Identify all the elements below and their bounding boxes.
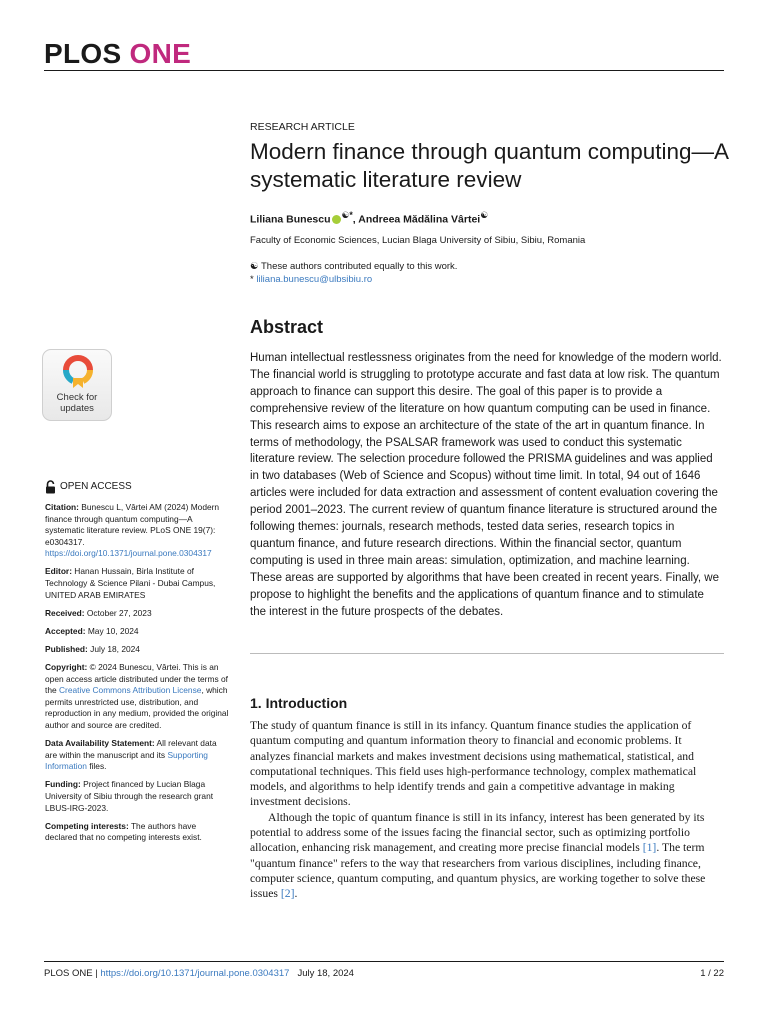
author-2-marks: ☯ xyxy=(480,210,489,220)
logo-one: ONE xyxy=(129,38,192,69)
page-number: 1 / 22 xyxy=(700,968,724,979)
cc-license-link[interactable]: Creative Commons Attribution License xyxy=(58,685,202,696)
equal-contribution-note: ☯ These authors contributed equally to this work. xyxy=(250,261,458,272)
footer-journal: PLOS ONE xyxy=(44,968,93,979)
intro-paragraph-1: The study of quantum finance is still in its infancy. Quantum finance studies the application of quantum computing and quantum information theory to financial and economic problems. It analyzes financial markets and makes investment decisions using mathematical, statistical, and computational techniques. This field uses high-performance technology, complex mathematical models, and algorithms to help identify trends and gain a competitive advantage in making investment decisions. xyxy=(250,719,697,809)
data-availability-block: Data Availability Statement: All relevant data are within the manuscript and its Supporting Information files. xyxy=(45,738,217,772)
author-2-name[interactable]: Andreea Mădălina Vârtei xyxy=(358,213,481,226)
logo-plos: PLOS xyxy=(44,38,122,69)
author-separator: , xyxy=(352,213,359,226)
section-divider xyxy=(250,653,724,654)
open-lock-icon xyxy=(45,480,56,494)
supporting-info-link[interactable]: Supporting Information xyxy=(45,749,208,772)
corresponding-email-link[interactable]: liliana.bunescu@ulbsibiu.ro xyxy=(256,274,373,285)
published-date: Published: July 18, 2024 xyxy=(45,643,140,654)
reference-link-2[interactable]: [2] xyxy=(280,887,295,901)
footer-doi-link[interactable]: https://doi.org/10.1371/journal.pone.0304317 xyxy=(100,968,290,979)
journal-logo[interactable] xyxy=(44,38,191,70)
citation-block: Citation: Bunescu L, Vârtei AM (2024) Modern finance through quantum computing—A systematic literature review. PLoS ONE 19(7): e0304317. https://doi.org/10.1371/journal.pone.0304317 xyxy=(45,502,220,559)
orcid-icon[interactable] xyxy=(332,215,341,224)
competing-interests-block: Competing interests: The authors have declared that no competing interests exist. xyxy=(45,820,202,843)
open-access-label xyxy=(45,480,230,494)
check-for-updates-badge[interactable] xyxy=(42,349,112,421)
check-updates-icon xyxy=(62,354,94,390)
article-info-sidebar xyxy=(45,480,230,850)
corresponding-email-note xyxy=(250,274,372,285)
check-updates-label: Check for updates xyxy=(56,392,98,414)
footer-date: July 18, 2024 xyxy=(297,968,354,979)
reference-link-1[interactable]: [1] xyxy=(642,841,657,855)
author-list xyxy=(250,210,488,226)
header-divider xyxy=(44,70,724,71)
author-1-name[interactable]: Liliana Bunescu xyxy=(250,213,331,226)
author-1-marks: ☯* xyxy=(341,210,353,220)
abstract-text: Human intellectual restlessness originates from the need for knowledge of the modern world. The financial world is struggling to prototype accurate and fast data at low risk. The quantum approach to finance can support this desire. The goal of this paper is to provide a comprehensive review of the literature on how quantum computing can be used in finance. This research aims to expose an architecture of the state of the art in quantum finance. In terms of methodology, the PSALSAR framework was used to conduct this systematic literature review. The selection procedure followed the PRISMA guidelines and was applied in two databases (Web of Science and Scopus) without time limit. In total, 94 out of 1646 articles were included for data extraction and assessment of content evaluation covering the period 2001–2023. The current review of quantum finance literature is structured around the following themes: journals, research methods, tested data series, research topics in quantum finance, and future research directions. Within the financial sector, quantum computing is used in three main areas: simulation, optimization, and machine learning. These areas are supported by algorithms that have been created in recent years. Finally, we propose to highlight the benefits and the applications of quantum finance and to stimulate the interest in the future prospects of the debates. xyxy=(250,352,722,618)
editor-block: Editor: Hanan Hussain, Birla Institute of Technology & Science Pilani - Dubai Campus, UNITED ARAB EMIRATES xyxy=(45,566,216,600)
introduction-heading: 1. Introduction xyxy=(250,695,348,711)
footer: PLOS ONE | https://doi.org/10.1371/journal.pone.0304317 July 18, 2024 xyxy=(44,968,354,979)
abstract-heading: Abstract xyxy=(250,317,324,337)
footer-divider xyxy=(44,961,724,962)
open-access-text: OPEN ACCESS xyxy=(60,481,132,493)
received-date: Received: October 27, 2023 xyxy=(45,607,152,618)
affiliation: Faculty of Economic Sciences, Lucian Blaga University of Sibiu, Sibiu, Romania xyxy=(250,235,586,246)
copyright-block: Copyright: © 2024 Bunescu, Vârtei. This is an open access article distributed under the terms of the Creative Commons Attribution License, which permits unrestricted use, distribution, and reproduction in any medium, provided the original author and source are credited. xyxy=(45,662,229,730)
intro-paragraph-2: Although the topic of quantum finance is still in its infancy, interest has been generated by its potential to address some of the issues facing the financial sector, such as optimizing portfolio allocation, enhancing risk management, and creating more precise financial models [1]. The term "quantum finance" refers to the way that researchers from various disciplines, including finance, computer science, quantum computing, and quantum physics, are working together to solve these issues [2]. xyxy=(250,810,706,901)
accepted-date: Accepted: May 10, 2024 xyxy=(45,625,139,636)
article-type: RESEARCH ARTICLE xyxy=(250,121,355,133)
email-marker: * xyxy=(250,274,257,285)
citation-doi-link[interactable]: https://doi.org/10.1371/journal.pone.0304317 xyxy=(45,548,212,559)
funding-block: Funding: Project financed by Lucian Blaga University of Sibiu through the research grant LBUS-IRG-2023. xyxy=(45,779,214,813)
article-title: Modern finance through quantum computing—A systematic literature review xyxy=(250,139,728,192)
introduction-body xyxy=(250,718,722,902)
